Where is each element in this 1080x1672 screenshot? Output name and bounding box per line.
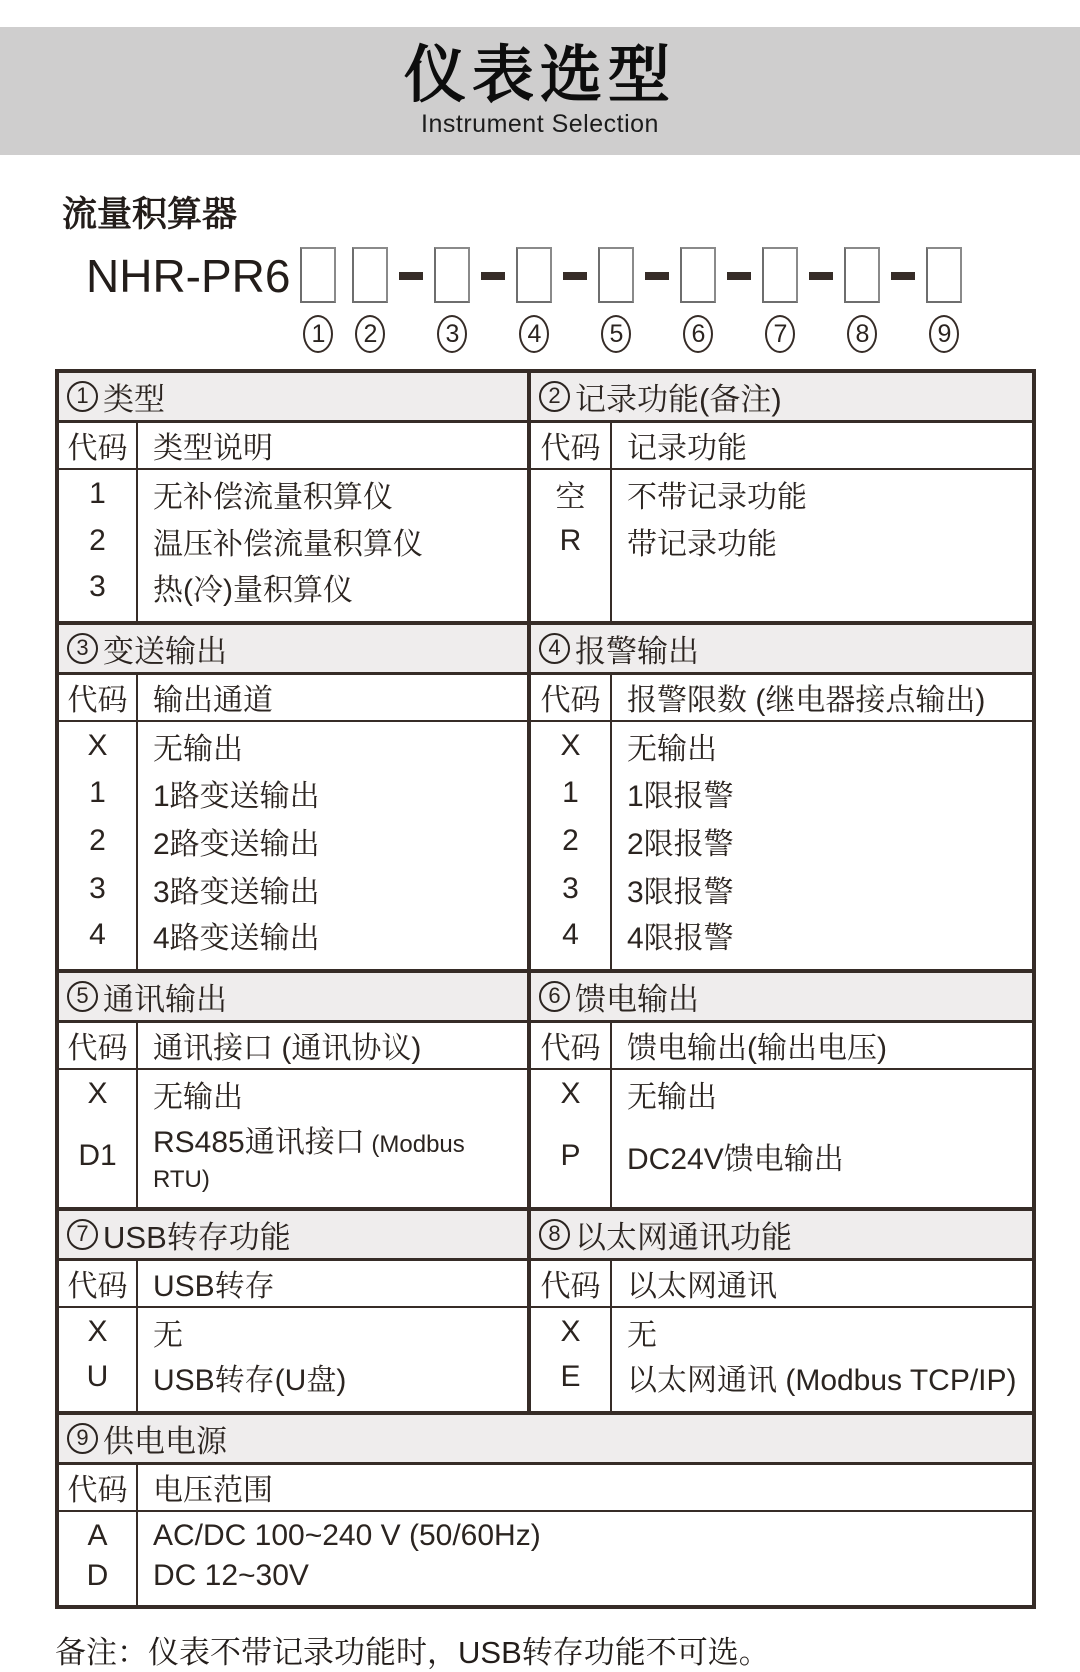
desc-cell: DC 12~30V [137, 1559, 1034, 1607]
section-title: 馈电输出 [575, 981, 699, 1017]
column-header-row [57, 421, 1034, 469]
code-col-header: 代码 [57, 673, 137, 721]
column-header-row [57, 673, 1034, 721]
desc-cell: 热(冷)量积算仪 [137, 565, 529, 623]
desc-cell: 3路变送输出 [137, 865, 529, 913]
section-number: 6 [539, 981, 570, 1012]
code-cell: X [57, 1307, 137, 1355]
desc-col-header: 输出通道 [137, 673, 529, 721]
table-row [57, 565, 1034, 623]
code-col-header: 代码 [529, 1021, 611, 1069]
section-header [539, 626, 1032, 671]
table-row [57, 769, 1034, 817]
model-code-box [926, 247, 962, 303]
section-title: 以太网通讯功能 [575, 1219, 792, 1255]
column-header-row [57, 1463, 1034, 1511]
desc-cell: 不带记录功能 [611, 469, 1034, 517]
selection-table-body [57, 371, 1034, 1607]
section-header-cell [57, 971, 529, 1021]
code-cell: P [529, 1117, 611, 1209]
desc-cell: USB转存(U盘) [137, 1355, 529, 1413]
footnote: 备注：仪表不带记录功能时，USB转存功能不可选。 [55, 1635, 770, 1670]
page-subtitle: Instrument Selection [421, 110, 659, 139]
model-code-line [86, 247, 1080, 353]
section-header-cell [57, 1413, 1034, 1463]
desc-cell: 无补偿流量积算仪 [137, 469, 529, 517]
code-cell [529, 565, 611, 623]
table-row [57, 1559, 1034, 1607]
model-slot [432, 247, 472, 353]
section-header-cell [57, 1209, 529, 1259]
section-number: 8 [539, 1219, 570, 1250]
section-title: 变送输出 [103, 633, 227, 669]
code-cell: X [57, 1069, 137, 1117]
code-cell: E [529, 1355, 611, 1413]
desc-col-header: 记录功能 [611, 421, 1034, 469]
code-cell: 4 [57, 913, 137, 971]
code-cell: U [57, 1355, 137, 1413]
model-dash [563, 272, 587, 280]
position-number: 3 [437, 315, 467, 353]
section-header-row [57, 971, 1034, 1021]
position-number: 9 [929, 315, 959, 353]
section-header [67, 374, 527, 419]
code-cell: 3 [529, 865, 611, 913]
position-number: 7 [765, 315, 795, 353]
desc-cell: AC/DC 100~240 V (50/60Hz) [137, 1511, 1034, 1559]
model-slot [760, 247, 800, 353]
product-name: 流量积算器 [62, 195, 238, 234]
code-cell: A [57, 1511, 137, 1559]
desc-col-header: USB转存 [137, 1259, 529, 1307]
section-header [67, 626, 527, 671]
desc-col-header: 以太网通讯 [611, 1259, 1034, 1307]
table-row [57, 913, 1034, 971]
table-row [57, 1117, 1034, 1209]
position-number: 2 [355, 315, 385, 353]
section-header-row [57, 623, 1034, 673]
section-header-cell [529, 623, 1034, 673]
table-row [57, 517, 1034, 565]
desc-cell: 2限报警 [611, 817, 1034, 865]
desc-col-header: 馈电输出(输出电压) [611, 1021, 1034, 1069]
desc-cell: 2路变送输出 [137, 817, 529, 865]
code-cell: 3 [57, 865, 137, 913]
position-number: 4 [519, 315, 549, 353]
section-number: 3 [67, 633, 98, 664]
section-header-cell [529, 971, 1034, 1021]
model-dash [809, 272, 833, 280]
code-col-header: 代码 [57, 1021, 137, 1069]
column-header-row [57, 1259, 1034, 1307]
desc-cell: 无 [611, 1307, 1034, 1355]
code-col-header: 代码 [529, 673, 611, 721]
section-header [539, 974, 1032, 1019]
desc-cell: 无 [137, 1307, 529, 1355]
code-cell: 3 [57, 565, 137, 623]
page-banner [0, 27, 1080, 155]
model-code-box [352, 247, 388, 303]
model-dash [727, 272, 751, 280]
code-cell: 4 [529, 913, 611, 971]
table-row [57, 721, 1034, 769]
model-prefix: NHR-PR6 [86, 250, 291, 302]
desc-cell: 带记录功能 [611, 517, 1034, 565]
code-col-header: 代码 [529, 421, 611, 469]
desc-col-header: 通讯接口 (通讯协议) [137, 1021, 529, 1069]
desc-col-header: 电压范围 [137, 1463, 1034, 1511]
code-cell: 2 [529, 817, 611, 865]
code-cell: X [529, 1069, 611, 1117]
section-header-row [57, 371, 1034, 421]
desc-cell [611, 565, 1034, 623]
code-cell: 1 [57, 469, 137, 517]
desc-cell: 1限报警 [611, 769, 1034, 817]
page-title: 仪表选型 [403, 40, 676, 110]
code-cell: 空 [529, 469, 611, 517]
table-row [57, 865, 1034, 913]
section-header [539, 1212, 1032, 1257]
position-number: 1 [303, 315, 333, 353]
desc-cell: 无输出 [137, 721, 529, 769]
position-number: 6 [683, 315, 713, 353]
section-title: USB转存功能 [103, 1219, 291, 1255]
section-number: 4 [539, 633, 570, 664]
code-cell: D [57, 1559, 137, 1607]
desc-cell: 以太网通讯 (Modbus TCP/IP) [611, 1355, 1034, 1413]
desc-cell: 4路变送输出 [137, 913, 529, 971]
desc-suffix: (Modbus RTU) [153, 1131, 465, 1193]
section-header-cell [57, 371, 529, 421]
section-header-cell [529, 1209, 1034, 1259]
section-number: 7 [67, 1219, 98, 1250]
table-row [57, 1511, 1034, 1559]
code-col-header: 代码 [57, 421, 137, 469]
code-col-header: 代码 [57, 1463, 137, 1511]
table-row [57, 1355, 1034, 1413]
desc-cell: 温压补偿流量积算仪 [137, 517, 529, 565]
model-slot [350, 247, 390, 353]
model-slot [924, 247, 964, 353]
position-number: 8 [847, 315, 877, 353]
section-header [67, 974, 527, 1019]
section-number: 2 [539, 381, 570, 412]
section-title: 报警输出 [575, 633, 699, 669]
model-code-box [434, 247, 470, 303]
section-number: 5 [67, 981, 98, 1012]
section-header-cell [529, 371, 1034, 421]
code-cell: 1 [57, 769, 137, 817]
code-cell: 1 [529, 769, 611, 817]
table-row [57, 1307, 1034, 1355]
model-code-box [680, 247, 716, 303]
desc-cell: 4限报警 [611, 913, 1034, 971]
desc-cell: 1路变送输出 [137, 769, 529, 817]
desc-cell: 无输出 [137, 1069, 529, 1117]
model-slot [596, 247, 636, 353]
column-header-row [57, 1021, 1034, 1069]
desc-col-header: 报警限数 (继电器接点输出) [611, 673, 1034, 721]
section-header [67, 1416, 1032, 1461]
model-slot [678, 247, 718, 353]
section-header [67, 1212, 527, 1257]
code-cell: X [57, 721, 137, 769]
section-header-row [57, 1209, 1034, 1259]
code-col-header: 代码 [57, 1259, 137, 1307]
table-row [57, 817, 1034, 865]
table-row [57, 469, 1034, 517]
section-number: 9 [67, 1423, 98, 1454]
model-code-box [598, 247, 634, 303]
section-title: 通讯输出 [103, 981, 227, 1017]
model-dash [481, 272, 505, 280]
code-cell: X [529, 1307, 611, 1355]
section-title: 记录功能(备注) [575, 381, 782, 417]
position-number: 5 [601, 315, 631, 353]
model-slot [842, 247, 882, 353]
model-dash [891, 272, 915, 280]
desc-cell: 无输出 [611, 1069, 1034, 1117]
model-code-box [300, 247, 336, 303]
model-slot [298, 247, 338, 353]
selection-table [55, 369, 1036, 1609]
section-title: 供电电源 [103, 1423, 227, 1459]
code-col-header: 代码 [529, 1259, 611, 1307]
model-slot [514, 247, 554, 353]
desc-cell: 无输出 [611, 721, 1034, 769]
section-header-cell [57, 623, 529, 673]
table-row [57, 1069, 1034, 1117]
model-code-box [762, 247, 798, 303]
model-code-box [516, 247, 552, 303]
desc-cell: RS485通讯接口 (Modbus RTU) [137, 1117, 529, 1209]
section-title: 类型 [103, 381, 165, 417]
model-dash [399, 272, 423, 280]
code-cell: X [529, 721, 611, 769]
section-number: 1 [67, 381, 98, 412]
desc-cell: DC24V馈电输出 [611, 1117, 1034, 1209]
desc-col-header: 类型说明 [137, 421, 529, 469]
code-cell: 2 [57, 517, 137, 565]
model-dash [645, 272, 669, 280]
section-header-row [57, 1413, 1034, 1463]
code-cell: 2 [57, 817, 137, 865]
code-cell: R [529, 517, 611, 565]
section-header [539, 374, 1032, 419]
desc-cell: 3限报警 [611, 865, 1034, 913]
model-code-box [844, 247, 880, 303]
code-cell: D1 [57, 1117, 137, 1209]
